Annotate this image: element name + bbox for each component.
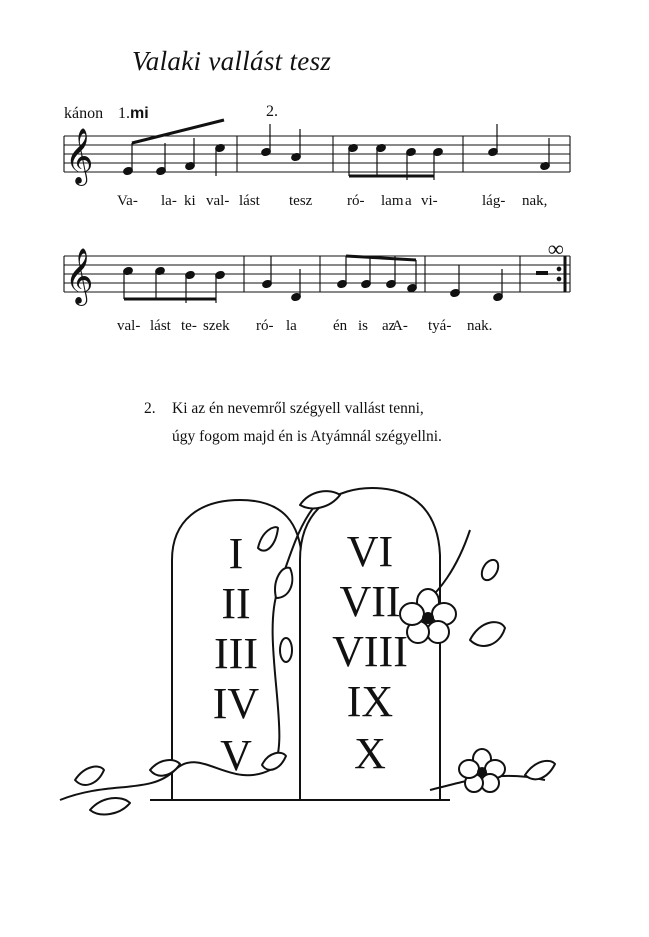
tablet-numeral: VI bbox=[346, 527, 394, 576]
entry-1-syllable: mi bbox=[130, 105, 149, 122]
tablet-numeral: I bbox=[228, 529, 244, 578]
tablet-numeral: III bbox=[214, 629, 258, 678]
repeat-sign: ∞ bbox=[548, 236, 564, 261]
tablet-numeral: V bbox=[220, 731, 252, 780]
lyric-syllable: nak, bbox=[522, 193, 548, 209]
lyric-syllable: Va- bbox=[117, 193, 138, 209]
leaf bbox=[470, 622, 505, 646]
lyric-syllable: lág- bbox=[482, 193, 506, 209]
lyric-syllable: a bbox=[405, 193, 412, 209]
lyric-syllable: val- bbox=[117, 318, 141, 334]
lyric-syllable: val- bbox=[206, 193, 230, 209]
leaf bbox=[525, 761, 555, 779]
verse-number: 2. bbox=[144, 400, 156, 417]
tablet-numeral: X bbox=[354, 729, 386, 778]
tablet-numeral: II bbox=[221, 579, 251, 628]
song-title: Valaki vallást tesz bbox=[132, 46, 332, 76]
lyric-syllable: vi- bbox=[421, 193, 438, 209]
verse-line-2: úgy fogom majd én is Atyámnál szégyellni. bbox=[172, 428, 442, 445]
lyric-syllable: te- bbox=[181, 318, 197, 334]
treble-clef: 𝄞 bbox=[65, 248, 94, 304]
canon-entry-2: 2. bbox=[266, 103, 278, 120]
lyric-syllable: szek bbox=[203, 318, 230, 334]
bud bbox=[280, 638, 292, 662]
lyric-syllable: ró- bbox=[256, 318, 274, 334]
lyric-syllable: tyá- bbox=[428, 318, 452, 334]
leaf bbox=[90, 798, 130, 814]
lyric-syllable: ró- bbox=[347, 193, 365, 209]
tablet-numeral: VII bbox=[339, 577, 401, 626]
entry-1-number: 1. bbox=[118, 105, 130, 122]
lyric-syllable: én bbox=[333, 318, 348, 334]
bud bbox=[478, 557, 501, 583]
tablet-numeral: VIII bbox=[332, 627, 408, 676]
treble-clef: 𝄞 bbox=[65, 128, 94, 184]
verse-line-1: Ki az én nevemről szégyell vallást tenni, bbox=[172, 400, 424, 417]
lyric-syllable: lást bbox=[239, 193, 260, 209]
lyric-syllable: az bbox=[382, 318, 396, 334]
lyric-syllable: lást bbox=[150, 318, 171, 334]
lyric-syllable: tesz bbox=[289, 193, 313, 209]
tablet-numeral: IX bbox=[346, 677, 394, 726]
leaf bbox=[75, 767, 104, 785]
flower bbox=[459, 749, 505, 792]
lyric-syllable: ki bbox=[184, 193, 196, 209]
lyric-syllable: la- bbox=[161, 193, 177, 209]
canon-label: kánon bbox=[64, 105, 104, 122]
lyric-syllable: A- bbox=[392, 318, 408, 334]
tablet-numeral: IV bbox=[212, 679, 260, 728]
lyric-syllable: la bbox=[286, 318, 297, 334]
lyric-syllable: nak. bbox=[467, 318, 493, 334]
lyric-syllable: lam bbox=[381, 193, 404, 209]
lyric-syllable: is bbox=[358, 318, 369, 334]
